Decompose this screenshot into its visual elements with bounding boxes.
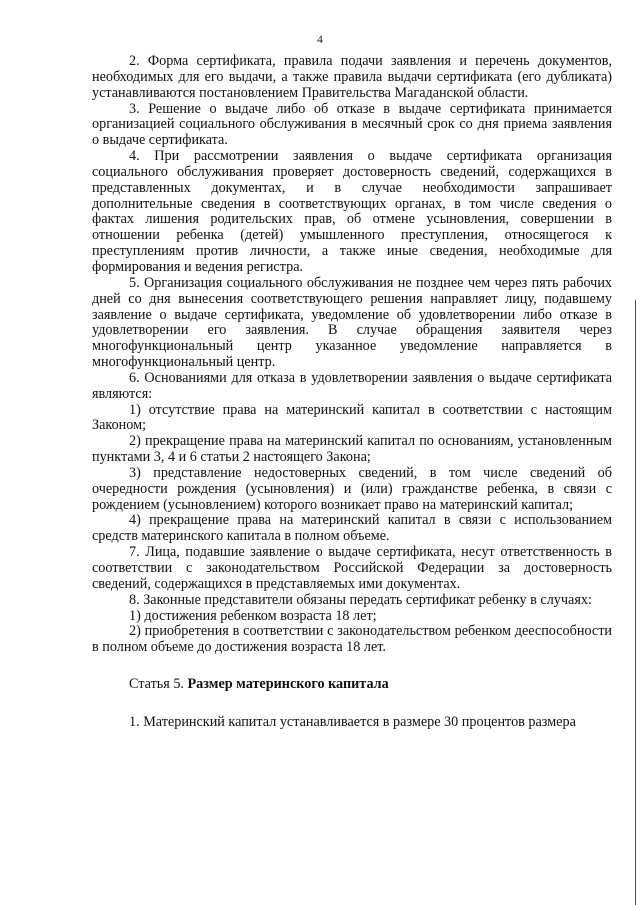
paragraph-7-responsibility: 7. Лица, подавшие заявление о выдаче сертификата, несут ответственность в соответствии с законодательством Российской Федерации за достоверность сведений, содержащихся в представляемых ими документах. (92, 544, 612, 592)
list-item-refusal-1: 1) отсутствие права на материнский капитал в соответствии с настоящим Законом; (92, 401, 612, 434)
scan-edge-line (635, 300, 637, 905)
list-item-refusal-2: 2) прекращение права на материнский капитал по основаниям, установленным пунктами 3, 4 и 6 статьи 2 настоящего Закона; (92, 433, 612, 466)
list-item-transfer-1: 1) достижения ребенком возраста 18 лет; (129, 607, 377, 624)
document-body (92, 54, 612, 731)
paragraph-8-transfer: 8. Законные представители обязаны передать сертификат ребенку в случаях: (129, 591, 592, 608)
page-number: 4 (317, 34, 323, 46)
list-item-refusal-3: 3) представление недостоверных сведений, в том числе сведений об очередности рождения (усыновления) и (или) гражданстве ребенка, в связи с рождением (усыновлением) которого возникает право на материнский капитал; (92, 464, 612, 513)
paragraph-4-review: 4. При рассмотрении заявления о выдаче сертификата организация социального обслуживания проверяет достоверность сведений, содержащихся в представленных документах, и в случае необходимости запрашивает дополнительные сведения в соответствующих органах, в том числе сведения о фактах лишения родительских прав, об отмене усыновления, совершении в отношении ребенка (детей) умышленного преступления, относящегося к преступлениям против личности, а также иные сведения, необходимые для формирования и ведения регистра. (92, 148, 612, 275)
paragraph-2-form: 2. Форма сертификата, правила подачи заявления и перечень документов, необходимых для его выдачи, а также правила выдачи сертификата (его дубликата) устанавливаются постановлением Правительства Магаданской области. (92, 53, 612, 101)
article-title: Размер материнского капитала (187, 676, 389, 693)
list-item-refusal-4: 4) прекращение права на материнский капитал в связи с использованием средств материнского капитала в полном объеме. (92, 512, 612, 545)
paragraph-article5-1: 1. Материнский капитал устанавливается в размере 30 процентов размера (129, 713, 576, 730)
list-item-transfer-2: 2) приобретения в соответствии с законодательством ребенком дееспособности в полном объеме до достижения возраста 18 лет. (92, 623, 612, 656)
article-prefix: Статья 5. (129, 676, 188, 693)
paragraph-6-refusal-grounds: 6. Основаниями для отказа в удовлетворении заявления о выдаче сертификата являются: (92, 369, 612, 402)
paragraph-5-notification: 5. Организация социального обслуживания не позднее чем через пять рабочих дней со дня вынесения соответствующего решения направляет лицу, подавшему заявление о выдаче сертификата, уведомление об удовлетворении либо отказе в удовлетворении его заявления. В случае обращения заявителя через многофункциональный центр указанное уведомление направляется в многофункциональный центр. (92, 274, 612, 371)
paragraph-3-decision: 3. Решение о выдаче либо об отказе в выдаче сертификата принимается организацией социального обслуживания в месячный срок со дня приема заявления о выдаче сертификата. (92, 100, 612, 149)
article-heading (92, 677, 612, 693)
